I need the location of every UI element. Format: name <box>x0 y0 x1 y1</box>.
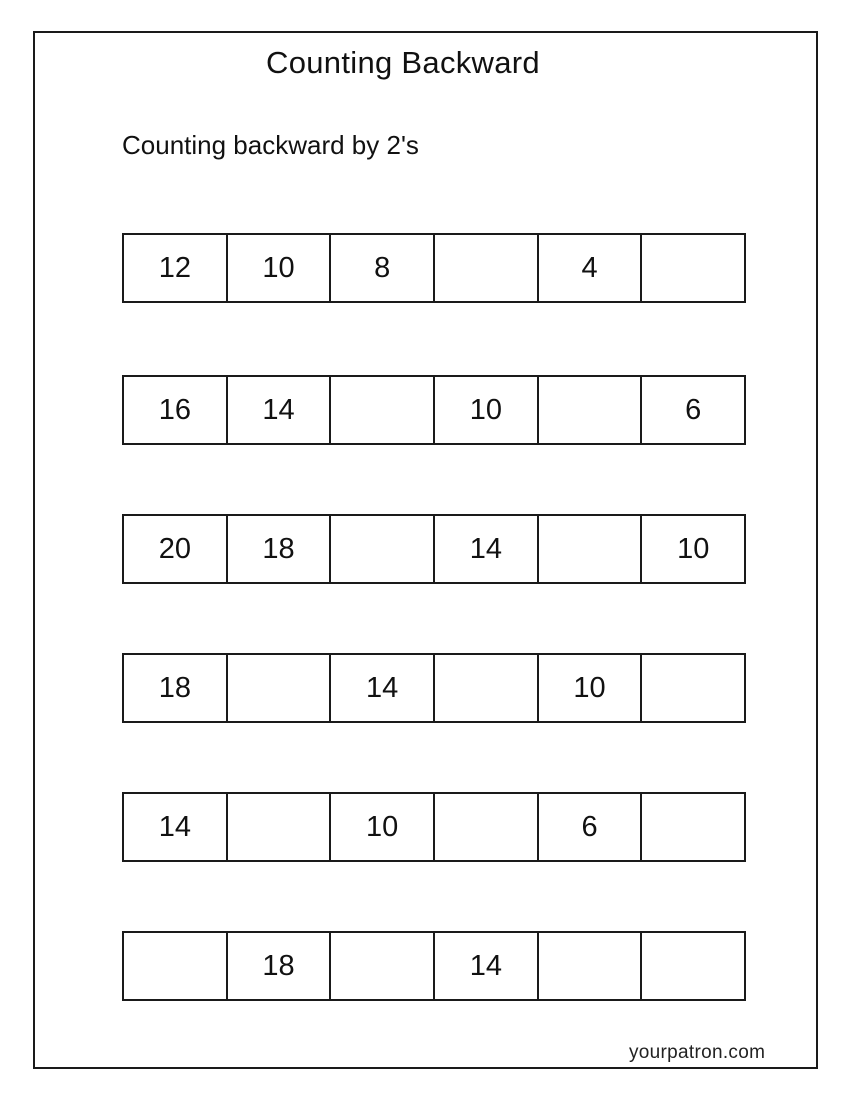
number-row-3 <box>122 514 746 584</box>
number-cell: 10 <box>435 377 539 443</box>
number-row-2 <box>122 375 746 445</box>
blank-answer-cell[interactable] <box>331 933 435 999</box>
number-cell: 14 <box>124 794 228 860</box>
number-cell: 12 <box>124 235 228 301</box>
number-row-4 <box>122 653 746 723</box>
number-cell: 18 <box>228 516 332 582</box>
worksheet-title: Counting Backward <box>266 45 540 80</box>
number-cell: 18 <box>124 655 228 721</box>
blank-answer-cell[interactable] <box>642 933 746 999</box>
number-cell: 14 <box>228 377 332 443</box>
number-cell: 10 <box>642 516 746 582</box>
number-cell: 10 <box>331 794 435 860</box>
blank-answer-cell[interactable] <box>435 794 539 860</box>
number-cell: 8 <box>331 235 435 301</box>
blank-answer-cell[interactable] <box>642 794 746 860</box>
blank-answer-cell[interactable] <box>539 516 643 582</box>
blank-answer-cell[interactable] <box>642 655 746 721</box>
blank-answer-cell[interactable] <box>228 655 332 721</box>
worksheet-instruction: Counting backward by 2's <box>122 130 419 160</box>
number-cell: 14 <box>435 933 539 999</box>
blank-answer-cell[interactable] <box>331 377 435 443</box>
number-cell: 6 <box>642 377 746 443</box>
footer-website: yourpatron.com <box>629 1042 766 1063</box>
number-cell: 16 <box>124 377 228 443</box>
number-cell: 14 <box>435 516 539 582</box>
blank-answer-cell[interactable] <box>642 235 746 301</box>
blank-answer-cell[interactable] <box>435 655 539 721</box>
number-cell: 20 <box>124 516 228 582</box>
number-row-1 <box>122 233 746 303</box>
number-row-6 <box>122 931 746 1001</box>
number-cell: 18 <box>228 933 332 999</box>
number-cell: 10 <box>539 655 643 721</box>
blank-answer-cell[interactable] <box>539 377 643 443</box>
blank-answer-cell[interactable] <box>228 794 332 860</box>
number-row-5 <box>122 792 746 862</box>
number-cell: 4 <box>539 235 643 301</box>
blank-answer-cell[interactable] <box>435 235 539 301</box>
number-cell: 6 <box>539 794 643 860</box>
blank-answer-cell[interactable] <box>539 933 643 999</box>
number-cell: 10 <box>228 235 332 301</box>
blank-answer-cell[interactable] <box>124 933 228 999</box>
number-cell: 14 <box>331 655 435 721</box>
blank-answer-cell[interactable] <box>331 516 435 582</box>
